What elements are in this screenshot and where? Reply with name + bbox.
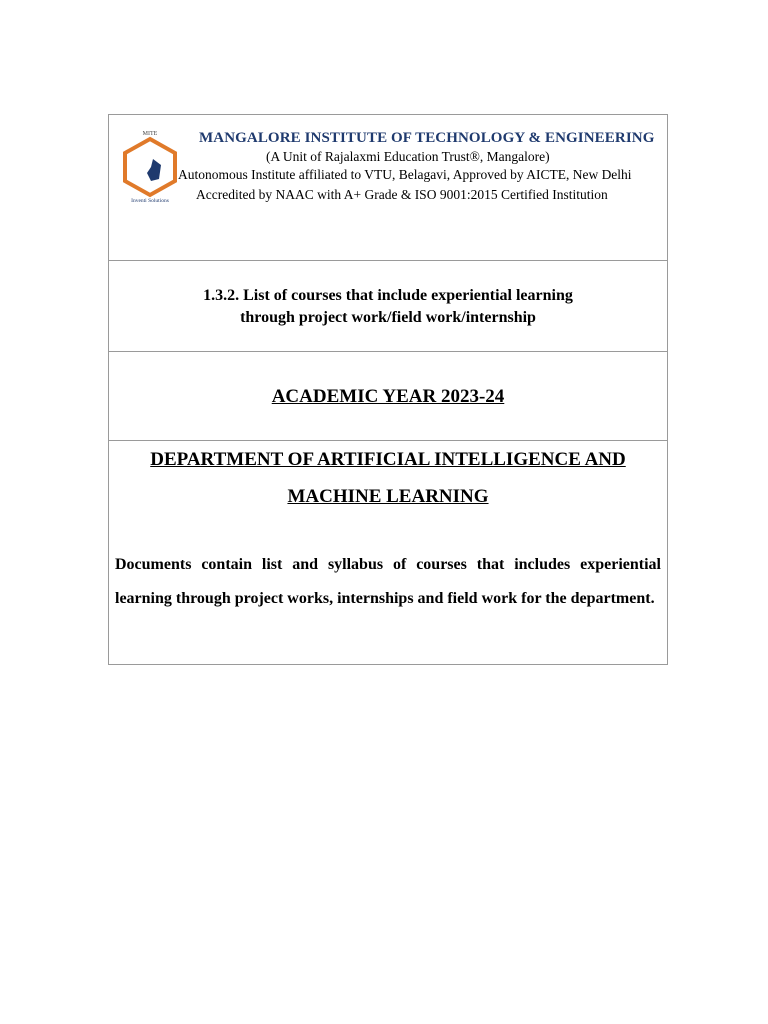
department-description: Documents contain list and syllabus of courses that includes experiential learning through project works, internships and field work for the department. bbox=[115, 556, 661, 607]
department-title bbox=[115, 441, 661, 515]
department-section bbox=[109, 441, 667, 664]
institute-unit: (A Unit of Rajalaxmi Education Trust®, Mangalore) bbox=[266, 149, 550, 164]
department-title-line-1: DEPARTMENT OF ARTIFICIAL INTELLIGENCE AND bbox=[150, 449, 626, 470]
svg-text:MITE: MITE bbox=[142, 131, 158, 137]
svg-text:Inventi Solutions: Inventi Solutions bbox=[131, 198, 169, 203]
academic-year-section bbox=[109, 352, 667, 441]
document-frame bbox=[108, 114, 668, 665]
criterion-line-2: through project work/field work/internship bbox=[240, 309, 536, 326]
institute-affiliation: Autonomous Institute affiliated to VTU, Belagavi, Approved by AICTE, New Delhi bbox=[178, 167, 632, 182]
institute-name: MANGALORE INSTITUTE OF TECHNOLOGY & ENGINEERING bbox=[199, 130, 655, 146]
criterion-heading bbox=[109, 261, 667, 352]
institute-header bbox=[109, 115, 667, 261]
criterion-line-1: 1.3.2. List of courses that include experiential learning bbox=[203, 287, 573, 304]
department-title-line-2: MACHINE LEARNING bbox=[287, 486, 489, 507]
academic-year: ACADEMIC YEAR 2023-24 bbox=[271, 386, 505, 407]
institute-logo-icon bbox=[117, 127, 183, 203]
institute-accreditation: Accredited by NAAC with A+ Grade & ISO 9001:2015 Certified Institution bbox=[196, 187, 608, 202]
